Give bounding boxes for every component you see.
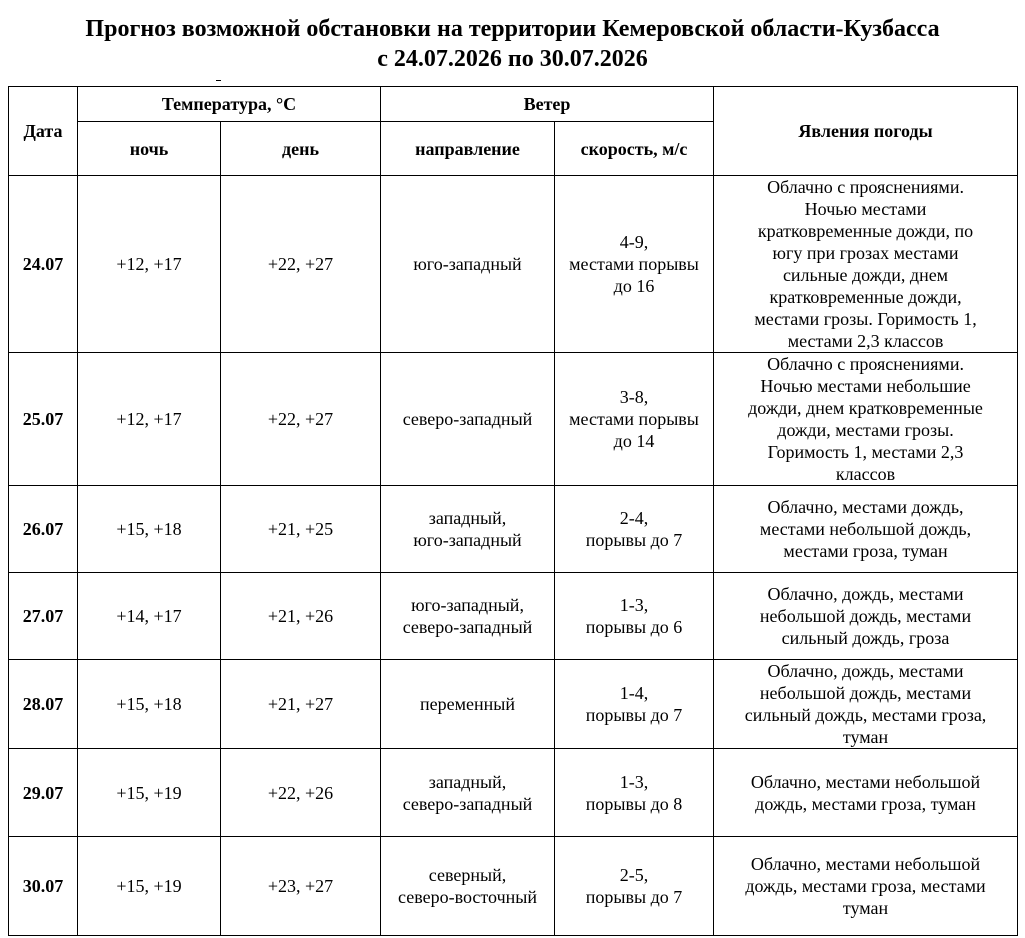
cell-weather bbox=[714, 837, 1018, 936]
cell-direction: юго-западный, северо-западный bbox=[381, 573, 555, 660]
header-speed: скорость, м/с bbox=[555, 122, 714, 176]
table-row bbox=[9, 176, 1018, 353]
cell-day: +23, +27 bbox=[221, 837, 381, 936]
forecast-table bbox=[8, 86, 1018, 936]
table-row bbox=[9, 486, 1018, 573]
cell-direction: юго-западный bbox=[381, 176, 555, 353]
cell-direction: переменный bbox=[381, 660, 555, 749]
table-row bbox=[9, 749, 1018, 837]
cell-direction: северный, северо-восточный bbox=[381, 837, 555, 936]
weather-text: Облачно с прояснениями. Ночью местами кратковременные дожди, по югу при грозах местами сильные дожди, днем кратковременные дожди, местами грозы. Горимость 1, местами 2,3 классов bbox=[754, 177, 977, 351]
table-row bbox=[9, 660, 1018, 749]
weather-text: Облачно, местами дождь, местами небольшой дождь, местами гроза, туман bbox=[759, 497, 972, 561]
cell-day: +21, +27 bbox=[221, 660, 381, 749]
cell-weather bbox=[714, 660, 1018, 749]
cell-weather bbox=[714, 176, 1018, 353]
cell-night: +12, +17 bbox=[78, 353, 221, 486]
cell-weather bbox=[714, 573, 1018, 660]
cell-night: +15, +19 bbox=[78, 837, 221, 936]
weather-text: Облачно с прояснениями. Ночью местами небольшие дожди, днем кратковременные дожди, местами грозы. Горимость 1, местами 2,3 классов bbox=[748, 354, 983, 484]
cell-night: +15, +19 bbox=[78, 749, 221, 837]
cell-day: +22, +27 bbox=[221, 353, 381, 486]
table-row bbox=[9, 837, 1018, 936]
header-night: ночь bbox=[78, 122, 221, 176]
header-day: день bbox=[221, 122, 381, 176]
cell-direction: западный, юго-западный bbox=[381, 486, 555, 573]
cell-date: 25.07 bbox=[9, 353, 78, 486]
cell-date: 29.07 bbox=[9, 749, 78, 837]
cell-speed: 2-4, порывы до 7 bbox=[555, 486, 714, 573]
cell-day: +22, +26 bbox=[221, 749, 381, 837]
cell-speed: 1-4, порывы до 7 bbox=[555, 660, 714, 749]
cell-weather bbox=[714, 353, 1018, 486]
cell-weather bbox=[714, 749, 1018, 837]
cell-date: 26.07 bbox=[9, 486, 78, 573]
cell-night: +12, +17 bbox=[78, 176, 221, 353]
cell-speed: 2-5, порывы до 7 bbox=[555, 837, 714, 936]
cell-date: 30.07 bbox=[9, 837, 78, 936]
cell-direction: западный, северо-западный bbox=[381, 749, 555, 837]
cell-night: +14, +17 bbox=[78, 573, 221, 660]
weather-text: Облачно, местами небольшой дождь, местами гроза, туман bbox=[750, 771, 981, 814]
cell-day: +21, +25 bbox=[221, 486, 381, 573]
cell-date: 27.07 bbox=[9, 573, 78, 660]
weather-text: Облачно, дождь, местами небольшой дождь, местами сильный дождь, гроза bbox=[759, 584, 972, 648]
header-date: Дата bbox=[9, 87, 78, 176]
document-title bbox=[0, 14, 1025, 74]
header-temperature: Температура, °С bbox=[78, 87, 381, 122]
cell-speed: 1-3, порывы до 8 bbox=[555, 749, 714, 837]
cell-speed: 3-8, местами порывы до 14 bbox=[555, 353, 714, 486]
header-weather: Явления погоды bbox=[714, 87, 1018, 176]
table-row bbox=[9, 353, 1018, 486]
cell-day: +21, +26 bbox=[221, 573, 381, 660]
cell-speed: 1-3, порывы до 6 bbox=[555, 573, 714, 660]
cell-day: +22, +27 bbox=[221, 176, 381, 353]
stray-mark bbox=[216, 80, 221, 81]
cell-night: +15, +18 bbox=[78, 486, 221, 573]
cell-night: +15, +18 bbox=[78, 660, 221, 749]
cell-weather bbox=[714, 486, 1018, 573]
cell-direction: северо-западный bbox=[381, 353, 555, 486]
table-row bbox=[9, 573, 1018, 660]
header-wind: Ветер bbox=[381, 87, 714, 122]
weather-text: Облачно, местами небольшой дождь, местами гроза, местами туман bbox=[745, 854, 986, 918]
cell-date: 24.07 bbox=[9, 176, 78, 353]
cell-speed: 4-9, местами порывы до 16 bbox=[555, 176, 714, 353]
weather-text: Облачно, дождь, местами небольшой дождь, местами сильный дождь, местами гроза, туман bbox=[744, 661, 987, 747]
title-line-1: Прогноз возможной обстановки на территории Кемеровской области-Кузбасса bbox=[85, 16, 940, 42]
cell-date: 28.07 bbox=[9, 660, 78, 749]
header-direction: направление bbox=[381, 122, 555, 176]
title-line-2: с 24.07.2026 по 30.07.2026 bbox=[377, 46, 648, 72]
